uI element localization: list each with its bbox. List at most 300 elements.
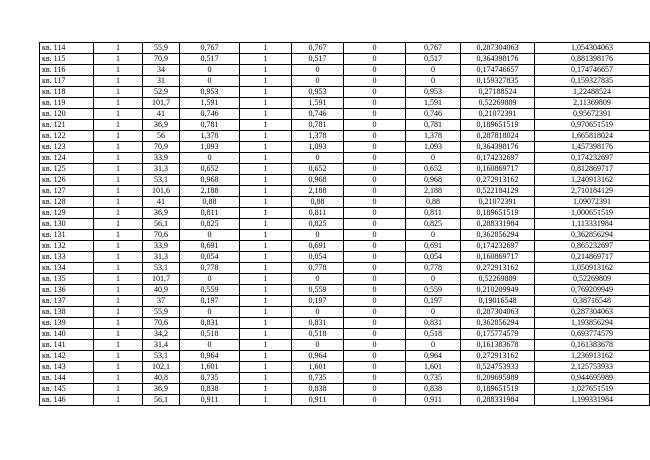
value-cell: 0,831 bbox=[292, 318, 344, 329]
value-cell: 0,21072391 bbox=[461, 109, 535, 120]
value-cell: 0,160869717 bbox=[461, 252, 535, 263]
table-row bbox=[40, 362, 650, 373]
value-cell: 0,838 bbox=[180, 384, 240, 395]
value-cell: 0,517 bbox=[180, 54, 240, 65]
value-cell: 0 bbox=[344, 285, 406, 296]
value-cell: 1 bbox=[240, 43, 292, 54]
value-cell: 0 bbox=[344, 395, 406, 406]
table-row bbox=[40, 153, 650, 164]
value-cell: 0,811 bbox=[180, 208, 240, 219]
value-cell: 1 bbox=[240, 76, 292, 87]
value-cell: 1 bbox=[240, 351, 292, 362]
apartment-label-cell: кв. 117 bbox=[40, 76, 94, 87]
value-cell: 0,944695989 bbox=[535, 373, 650, 384]
value-cell: 1 bbox=[94, 274, 143, 285]
value-cell: 0,174232697 bbox=[461, 153, 535, 164]
value-cell: 0 bbox=[344, 318, 406, 329]
value-cell: 1 bbox=[240, 384, 292, 395]
apartment-label-cell: кв. 119 bbox=[40, 98, 94, 109]
apartment-label-cell: кв. 121 bbox=[40, 120, 94, 131]
value-cell: 0 bbox=[344, 307, 406, 318]
value-cell: 0,364398176 bbox=[461, 142, 535, 153]
value-cell: 0,27188524 bbox=[461, 87, 535, 98]
value-cell: 0,88 bbox=[180, 197, 240, 208]
value-cell: 0 bbox=[344, 351, 406, 362]
value-cell: 1 bbox=[94, 87, 143, 98]
value-cell: 0 bbox=[344, 329, 406, 340]
value-cell: 1 bbox=[94, 65, 143, 76]
apartment-label-cell: кв. 138 bbox=[40, 307, 94, 318]
value-cell: 1 bbox=[240, 164, 292, 175]
value-cell: 56,1 bbox=[143, 395, 180, 406]
value-cell: 0,287304063 bbox=[461, 43, 535, 54]
value-cell: 34 bbox=[143, 65, 180, 76]
value-cell: 0,52269809 bbox=[461, 274, 535, 285]
value-cell: 0 bbox=[292, 340, 344, 351]
value-cell: 1 bbox=[94, 384, 143, 395]
value-cell: 0,652 bbox=[292, 164, 344, 175]
apartment-label-cell: кв. 132 bbox=[40, 241, 94, 252]
value-cell: 0 bbox=[406, 230, 461, 241]
value-cell: 0 bbox=[180, 65, 240, 76]
value-cell: 1 bbox=[94, 186, 143, 197]
apartment-label-cell: кв. 142 bbox=[40, 351, 94, 362]
value-cell: 0,159327835 bbox=[535, 76, 650, 87]
apartment-label-cell: кв. 139 bbox=[40, 318, 94, 329]
value-cell: 0 bbox=[180, 274, 240, 285]
value-cell: 1 bbox=[94, 318, 143, 329]
value-cell: 0 bbox=[344, 208, 406, 219]
value-cell: 0 bbox=[344, 263, 406, 274]
value-cell: 0,52269809 bbox=[535, 274, 650, 285]
apartment-label-cell: кв. 123 bbox=[40, 142, 94, 153]
value-cell: 1,591 bbox=[180, 98, 240, 109]
value-cell: 1,054304063 bbox=[535, 43, 650, 54]
value-cell: 1,601 bbox=[180, 362, 240, 373]
value-cell: 0 bbox=[292, 274, 344, 285]
value-cell: 101,7 bbox=[143, 274, 180, 285]
value-cell: 0,174232697 bbox=[461, 241, 535, 252]
value-cell: 0,652 bbox=[180, 164, 240, 175]
value-cell: 0,52269809 bbox=[461, 98, 535, 109]
apartment-label-cell: кв. 131 bbox=[40, 230, 94, 241]
value-cell: 0,524753933 bbox=[461, 362, 535, 373]
value-cell: 1 bbox=[94, 98, 143, 109]
value-cell: 1 bbox=[94, 153, 143, 164]
value-cell: 0,362856294 bbox=[461, 318, 535, 329]
table-row bbox=[40, 241, 650, 252]
apartment-label-cell: кв. 128 bbox=[40, 197, 94, 208]
apartment-label-cell: кв. 126 bbox=[40, 175, 94, 186]
value-cell: 70,6 bbox=[143, 318, 180, 329]
value-cell: 1 bbox=[94, 252, 143, 263]
value-cell: 0,811 bbox=[406, 208, 461, 219]
value-cell: 0 bbox=[292, 230, 344, 241]
value-cell: 0,161383678 bbox=[461, 340, 535, 351]
value-cell: 1 bbox=[240, 153, 292, 164]
value-cell: 0,953 bbox=[406, 87, 461, 98]
value-cell: 1,09072391 bbox=[535, 197, 650, 208]
table-row bbox=[40, 197, 650, 208]
value-cell: 0 bbox=[180, 230, 240, 241]
value-cell: 1 bbox=[94, 351, 143, 362]
value-cell: 0 bbox=[180, 307, 240, 318]
apartment-label-cell: кв. 130 bbox=[40, 219, 94, 230]
table-row bbox=[40, 373, 650, 384]
value-cell: 1 bbox=[94, 43, 143, 54]
value-cell: 0,197 bbox=[292, 296, 344, 307]
apartment-label-cell: кв. 118 bbox=[40, 87, 94, 98]
value-cell: 0,746 bbox=[180, 109, 240, 120]
value-cell: 56,1 bbox=[143, 219, 180, 230]
value-cell: 0,197 bbox=[180, 296, 240, 307]
value-cell: 52,9 bbox=[143, 87, 180, 98]
value-cell: 0,838 bbox=[292, 384, 344, 395]
value-cell: 0,174746657 bbox=[461, 65, 535, 76]
apartment-label-cell: кв. 136 bbox=[40, 285, 94, 296]
value-cell: 1 bbox=[240, 87, 292, 98]
table-row bbox=[40, 164, 650, 175]
value-cell: 0,559 bbox=[180, 285, 240, 296]
value-cell: 0,767 bbox=[180, 43, 240, 54]
apartment-label-cell: кв. 146 bbox=[40, 395, 94, 406]
table-row bbox=[40, 175, 650, 186]
value-cell: 1,240913162 bbox=[535, 175, 650, 186]
value-cell: 1 bbox=[240, 230, 292, 241]
value-cell: 0,953 bbox=[180, 87, 240, 98]
value-cell: 0,881398176 bbox=[535, 54, 650, 65]
value-cell: 0,88 bbox=[406, 197, 461, 208]
value-cell: 1 bbox=[240, 252, 292, 263]
value-cell: 0 bbox=[344, 274, 406, 285]
value-cell: 1 bbox=[94, 340, 143, 351]
value-cell: 1 bbox=[94, 395, 143, 406]
table-row bbox=[40, 219, 650, 230]
value-cell: 0,911 bbox=[180, 395, 240, 406]
value-cell: 0 bbox=[292, 153, 344, 164]
apartment-label-cell: кв. 127 bbox=[40, 186, 94, 197]
value-cell: 0 bbox=[344, 54, 406, 65]
value-cell: 1,027651519 bbox=[535, 384, 650, 395]
value-cell: 1,050913162 bbox=[535, 263, 650, 274]
table-row bbox=[40, 351, 650, 362]
value-cell: 0,964 bbox=[406, 351, 461, 362]
value-cell: 0,209695989 bbox=[461, 373, 535, 384]
value-cell: 0,825 bbox=[180, 219, 240, 230]
value-cell: 1,378 bbox=[180, 131, 240, 142]
value-cell: 0,161383678 bbox=[535, 340, 650, 351]
value-cell: 0 bbox=[344, 373, 406, 384]
value-cell: 0 bbox=[406, 153, 461, 164]
value-cell: 0 bbox=[344, 142, 406, 153]
table-row bbox=[40, 307, 650, 318]
value-cell: 0,362856294 bbox=[535, 230, 650, 241]
value-cell: 101,6 bbox=[143, 186, 180, 197]
apartment-label-cell: кв. 144 bbox=[40, 373, 94, 384]
value-cell: 1 bbox=[240, 318, 292, 329]
value-cell: 0,968 bbox=[180, 175, 240, 186]
value-cell: 0 bbox=[344, 120, 406, 131]
value-cell: 1,378 bbox=[406, 131, 461, 142]
apartment-label-cell: кв. 120 bbox=[40, 109, 94, 120]
value-cell: 0,517 bbox=[406, 54, 461, 65]
value-cell: 0,272913162 bbox=[461, 351, 535, 362]
value-cell: 34,2 bbox=[143, 329, 180, 340]
value-cell: 53,1 bbox=[143, 263, 180, 274]
table-row bbox=[40, 131, 650, 142]
value-cell: 0 bbox=[344, 175, 406, 186]
value-cell: 0 bbox=[344, 296, 406, 307]
value-cell: 0,778 bbox=[406, 263, 461, 274]
apartment-label-cell: кв. 114 bbox=[40, 43, 94, 54]
value-cell: 0,968 bbox=[292, 175, 344, 186]
value-cell: 0,210209949 bbox=[461, 285, 535, 296]
value-cell: 1,591 bbox=[406, 98, 461, 109]
value-cell: 0 bbox=[292, 65, 344, 76]
value-cell: 1 bbox=[94, 175, 143, 186]
value-cell: 0,652 bbox=[406, 164, 461, 175]
value-cell: 0,559 bbox=[292, 285, 344, 296]
value-cell: 0,189651519 bbox=[461, 120, 535, 131]
value-cell: 0,174746657 bbox=[535, 65, 650, 76]
table-row bbox=[40, 109, 650, 120]
table-row bbox=[40, 274, 650, 285]
value-cell: 0,518 bbox=[180, 329, 240, 340]
value-cell: 0,517 bbox=[292, 54, 344, 65]
value-cell: 0 bbox=[344, 362, 406, 373]
value-cell: 0,911 bbox=[292, 395, 344, 406]
value-cell: 1 bbox=[94, 131, 143, 142]
value-cell: 0,272913162 bbox=[461, 263, 535, 274]
table-row bbox=[40, 329, 650, 340]
value-cell: 2,188 bbox=[180, 186, 240, 197]
value-cell: 1 bbox=[94, 307, 143, 318]
value-cell: 1 bbox=[240, 98, 292, 109]
table-row bbox=[40, 87, 650, 98]
value-cell: 0 bbox=[344, 98, 406, 109]
value-cell: 0,197 bbox=[406, 296, 461, 307]
value-cell: 0,214869717 bbox=[535, 252, 650, 263]
value-cell: 0 bbox=[344, 131, 406, 142]
value-cell: 0,953 bbox=[292, 87, 344, 98]
value-cell: 1,457398176 bbox=[535, 142, 650, 153]
value-cell: 36,9 bbox=[143, 120, 180, 131]
value-cell: 1,22488524 bbox=[535, 87, 650, 98]
value-cell: 0,287818024 bbox=[461, 131, 535, 142]
value-cell: 1 bbox=[240, 54, 292, 65]
value-cell: 1,093 bbox=[406, 142, 461, 153]
value-cell: 0,781 bbox=[406, 120, 461, 131]
value-cell: 1 bbox=[240, 109, 292, 120]
value-cell: 0,825 bbox=[406, 219, 461, 230]
value-cell: 0,781 bbox=[292, 120, 344, 131]
value-cell: 0 bbox=[344, 340, 406, 351]
table-row bbox=[40, 395, 650, 406]
value-cell: 1 bbox=[240, 340, 292, 351]
value-cell: 1 bbox=[240, 241, 292, 252]
value-cell: 0 bbox=[406, 340, 461, 351]
value-cell: 0,778 bbox=[180, 263, 240, 274]
value-cell: 55,9 bbox=[143, 43, 180, 54]
value-cell: 0,811 bbox=[292, 208, 344, 219]
value-cell: 1 bbox=[240, 395, 292, 406]
value-cell: 1 bbox=[240, 307, 292, 318]
apartment-label-cell: кв. 135 bbox=[40, 274, 94, 285]
value-cell: 0,691 bbox=[406, 241, 461, 252]
value-cell: 0 bbox=[180, 340, 240, 351]
value-cell: 1,601 bbox=[406, 362, 461, 373]
value-cell: 0,691 bbox=[292, 241, 344, 252]
value-cell: 33,9 bbox=[143, 153, 180, 164]
apartment-label-cell: кв. 125 bbox=[40, 164, 94, 175]
value-cell: 0,287304063 bbox=[461, 307, 535, 318]
value-cell: 1,601 bbox=[292, 362, 344, 373]
value-cell: 1 bbox=[240, 263, 292, 274]
value-cell: 1,093 bbox=[292, 142, 344, 153]
value-cell: 1 bbox=[94, 230, 143, 241]
value-cell: 56 bbox=[143, 131, 180, 142]
value-cell: 2,11369809 bbox=[535, 98, 650, 109]
value-cell: 0,38716548 bbox=[535, 296, 650, 307]
value-cell: 1,591 bbox=[292, 98, 344, 109]
value-cell: 1,193856294 bbox=[535, 318, 650, 329]
value-cell: 101,7 bbox=[143, 98, 180, 109]
table-row bbox=[40, 384, 650, 395]
value-cell: 1,113331984 bbox=[535, 219, 650, 230]
table-row bbox=[40, 208, 650, 219]
apartment-label-cell: кв. 137 bbox=[40, 296, 94, 307]
value-cell: 0 bbox=[180, 153, 240, 164]
value-cell: 0,746 bbox=[292, 109, 344, 120]
value-cell: 0,287304063 bbox=[535, 307, 650, 318]
value-cell: 37 bbox=[143, 296, 180, 307]
table-row bbox=[40, 318, 650, 329]
value-cell: 31,3 bbox=[143, 164, 180, 175]
value-cell: 1 bbox=[240, 219, 292, 230]
value-cell: 40,8 bbox=[143, 373, 180, 384]
value-cell: 1 bbox=[94, 120, 143, 131]
value-cell: 1 bbox=[94, 373, 143, 384]
value-cell: 0 bbox=[344, 43, 406, 54]
value-cell: 0,21072391 bbox=[461, 197, 535, 208]
value-cell: 2,125753933 bbox=[535, 362, 650, 373]
value-cell: 1 bbox=[240, 285, 292, 296]
value-cell: 0 bbox=[292, 76, 344, 87]
value-cell: 31,3 bbox=[143, 252, 180, 263]
value-cell: 1 bbox=[240, 329, 292, 340]
value-cell: 53,1 bbox=[143, 351, 180, 362]
table-row bbox=[40, 120, 650, 131]
value-cell: 0,970651519 bbox=[535, 120, 650, 131]
apartment-table bbox=[39, 42, 650, 406]
value-cell: 0,19016548 bbox=[461, 296, 535, 307]
value-cell: 0,767 bbox=[406, 43, 461, 54]
value-cell: 0,746 bbox=[406, 109, 461, 120]
value-cell: 0 bbox=[344, 109, 406, 120]
value-cell: 70,9 bbox=[143, 142, 180, 153]
apartment-label-cell: кв. 129 bbox=[40, 208, 94, 219]
value-cell: 0,781 bbox=[180, 120, 240, 131]
value-cell: 0,518 bbox=[292, 329, 344, 340]
value-cell: 0 bbox=[344, 384, 406, 395]
value-cell: 0,054 bbox=[292, 252, 344, 263]
table-row bbox=[40, 296, 650, 307]
value-cell: 0 bbox=[344, 219, 406, 230]
value-cell: 1 bbox=[240, 197, 292, 208]
apartment-label-cell: кв. 122 bbox=[40, 131, 94, 142]
value-cell: 0,812869717 bbox=[535, 164, 650, 175]
value-cell: 0 bbox=[344, 186, 406, 197]
value-cell: 0 bbox=[344, 153, 406, 164]
value-cell: 1 bbox=[94, 219, 143, 230]
value-cell: 1 bbox=[94, 142, 143, 153]
value-cell: 0,825 bbox=[292, 219, 344, 230]
value-cell: 1 bbox=[240, 274, 292, 285]
value-cell: 1 bbox=[94, 263, 143, 274]
value-cell: 2,188 bbox=[292, 186, 344, 197]
apartment-label-cell: кв. 143 bbox=[40, 362, 94, 373]
value-cell: 31,4 bbox=[143, 340, 180, 351]
value-cell: 0,838 bbox=[406, 384, 461, 395]
value-cell: 0,865232697 bbox=[535, 241, 650, 252]
value-cell: 0,831 bbox=[180, 318, 240, 329]
value-cell: 70,6 bbox=[143, 230, 180, 241]
value-cell: 1 bbox=[240, 175, 292, 186]
value-cell: 31 bbox=[143, 76, 180, 87]
value-cell: 33,9 bbox=[143, 241, 180, 252]
value-cell: 0 bbox=[344, 252, 406, 263]
value-cell: 1,000651519 bbox=[535, 208, 650, 219]
value-cell: 0 bbox=[344, 230, 406, 241]
apartment-label-cell: кв. 134 bbox=[40, 263, 94, 274]
value-cell: 1 bbox=[94, 241, 143, 252]
value-cell: 1,236913162 bbox=[535, 351, 650, 362]
value-cell: 55,9 bbox=[143, 307, 180, 318]
value-cell: 1 bbox=[240, 120, 292, 131]
value-cell: 36,9 bbox=[143, 208, 180, 219]
apartment-label-cell: кв. 116 bbox=[40, 65, 94, 76]
table-row bbox=[40, 252, 650, 263]
value-cell: 2,710184129 bbox=[535, 186, 650, 197]
apartment-label-cell: кв. 115 bbox=[40, 54, 94, 65]
value-cell: 0,735 bbox=[406, 373, 461, 384]
value-cell: 1 bbox=[94, 197, 143, 208]
table-row bbox=[40, 54, 650, 65]
value-cell: 0,174232697 bbox=[535, 153, 650, 164]
value-cell: 1,199331984 bbox=[535, 395, 650, 406]
apartment-label-cell: кв. 124 bbox=[40, 153, 94, 164]
value-cell: 1 bbox=[94, 362, 143, 373]
apartment-label-cell: кв. 145 bbox=[40, 384, 94, 395]
value-cell: 0 bbox=[344, 87, 406, 98]
value-cell: 1,665818024 bbox=[535, 131, 650, 142]
value-cell: 0,522184129 bbox=[461, 186, 535, 197]
value-cell: 1 bbox=[240, 208, 292, 219]
value-cell: 0 bbox=[344, 197, 406, 208]
apartment-label-cell: кв. 140 bbox=[40, 329, 94, 340]
value-cell: 0,159327835 bbox=[461, 76, 535, 87]
table-row bbox=[40, 76, 650, 87]
value-cell: 0,767 bbox=[292, 43, 344, 54]
value-cell: 41 bbox=[143, 109, 180, 120]
value-cell: 0,778 bbox=[292, 263, 344, 274]
value-cell: 0,693774579 bbox=[535, 329, 650, 340]
value-cell: 1 bbox=[240, 131, 292, 142]
value-cell: 0 bbox=[292, 307, 344, 318]
value-cell: 0,964 bbox=[292, 351, 344, 362]
value-cell: 0,95672391 bbox=[535, 109, 650, 120]
value-cell: 0,054 bbox=[406, 252, 461, 263]
